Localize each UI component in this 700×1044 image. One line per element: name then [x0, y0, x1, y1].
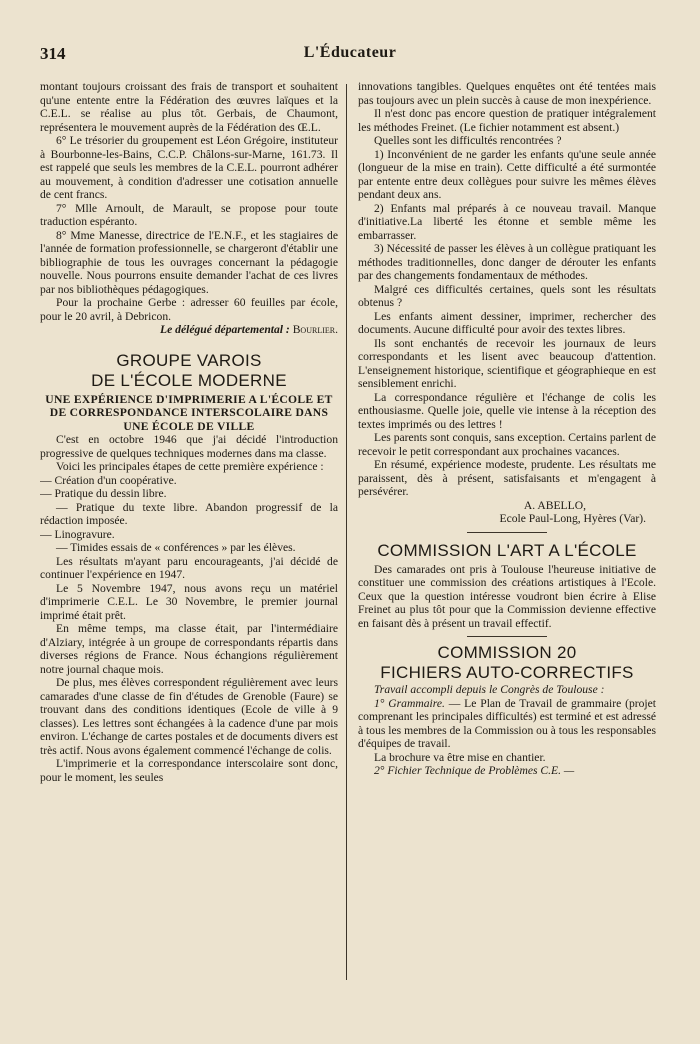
paragraph: C'est en octobre 1946 que j'ai décidé l'introduction progressive de quelques techniques modernes dans ma classe.: [40, 433, 338, 460]
section-title: COMMISSION L'ART A L'ÉCOLE: [377, 540, 637, 560]
item-label: 1° Grammaire.: [374, 696, 445, 710]
paragraph: Quelles sont les difficultés rencontrées ?: [374, 134, 562, 147]
right-column: [358, 80, 656, 980]
paragraph: Ils sont enchantés de recevoir les journaux de leurs correspondants et les lisent avec beaucoup d'attention. L'enseignement historique, scientifique et géographieque en est sensiblement enrichi.: [358, 336, 656, 390]
paragraph: innovations tangibles. Quelques enquêtes ont été tentées mais pas toujours avec un plein succès à cause de mon inexpérience.: [358, 80, 656, 107]
column-divider: [346, 84, 347, 980]
paragraph: 2° Fichier Technique de Problèmes C.E. —: [374, 764, 575, 777]
paragraph: montant toujours croissant des frais de transport et souhaitent qu'une entente entre la Fédération des œuvres laïques et la C.E.L. se réalise au plus tôt. Gerbais, de Chaumont, représentera le mouvement auprès de la Fédération des Œ.L.: [40, 80, 338, 134]
paragraph: 1) Inconvénient de ne garder les enfants qu'une seule année (longueur de la mise en train). Cette difficulté a été surmontée par entente entre deux collègues pour suivre les mêmes élèves pendant deux ans.: [358, 147, 656, 201]
paragraph: Il n'est donc pas encore question de pratiquer intégralement les méthodes Freinet. (Le fichier notamment est absent.): [358, 107, 656, 134]
signature-name: Bourlier.: [292, 323, 338, 336]
running-title: L'Éducateur: [303, 44, 397, 61]
paragraph: Les parents sont conquis, sans exception. Certains parlent de recevoir le petit correspondant aux prochaines vacances.: [358, 431, 656, 458]
page-number: 314: [40, 44, 66, 63]
list-item: — Pratique du texte libre. Abandon progressif de la rédaction imposée.: [40, 500, 338, 527]
list-item: — Linogravure.: [40, 527, 115, 541]
paragraph: 7° Mlle Arnoult, de Marault, se propose pour toute traduction espéranto.: [40, 201, 338, 228]
paragraph: 6° Le trésorier du groupement est Léon Grégoire, instituteur à Bourbonne-les-Bains, C.C.P. Châlons-sur-Marne, 161.73. Il est rappelé que seuls les membres de la C.E.L. pourront adhérer au mouvement, à condition d'adresser une cotisation annuelle de cent francs.: [40, 134, 338, 201]
paragraph: La correspondance régulière et l'échange de colis les enthousiasme. Quelle joie, quelle vie intense à la réception des textes imprimés ou des lettres !: [358, 390, 656, 431]
signature-label: Le délégué départemental :: [160, 323, 290, 336]
paragraph: Travail accompli depuis le Congrès de Toulouse :: [374, 683, 605, 696]
section-title: DE L'ÉCOLE MODERNE: [91, 370, 287, 390]
subheading: UNE EXPÉRIENCE D'IMPRIMERIE A L'ÉCOLE ET DE CORRESPONDANCE INTERSCOLAIRE DANS UNE ÉCOLE DE VILLE: [45, 392, 333, 433]
author-name: A. ABELLO,: [523, 498, 586, 512]
paragraph: [358, 697, 656, 751]
paragraph: La brochure va être mise en chantier.: [374, 750, 546, 764]
paragraph: Voici les principales étapes de cette première expérience :: [56, 460, 324, 473]
paragraph: Pour la prochaine Gerbe : adresser 60 feuilles par école, pour le 20 avril, à Debricon.: [40, 296, 338, 323]
list-item: — Création d'un coopérative.: [40, 473, 177, 487]
paragraph: De plus, mes élèves correspondent régulièrement avec leurs camarades d'une classe de fin d'études de Grenoble (Faure) se trouvant dans des conditions identiques (Ecole de ville à 9 classes). Les lettres sont échangées à la cadence d'une par mois environ. L'échange de cartes postales et de documents divers est très actif. Nous avons également commencé l'échange de colis.: [40, 676, 338, 757]
paragraph: Les résultats m'ayant paru encourageants, j'ai décidé de continuer l'expérience en 1947.: [40, 554, 338, 581]
paragraph: L'imprimerie et la correspondance interscolaire sont donc, pour le moment, les seules: [40, 757, 338, 784]
section-title: FICHIERS AUTO-CORRECTIFS: [380, 663, 634, 682]
paragraph: Le 5 Novembre 1947, nous avons reçu un matériel d'imprimerie C.E.L. Le 30 Novembre, le premier journal imprimé était prêt.: [40, 581, 338, 622]
list-item: — Pratique du dessin libre.: [40, 487, 167, 500]
item-text: — Le Plan de Travail de grammaire (projet comprenant les principales difficultés) est terminé et est adressé à tous les membres de la Commission ou à tous les responsables d'équipes de travail.: [358, 696, 656, 750]
paragraph: Des camarades ont pris à Toulouse l'heureuse initiative de constituer une commission des créations artistiques à l'Ecole. Ceux que la question intéresse voudront bien écrire à Elise Freinet au plus tôt pour que la Commission devienne effective en faisant dès à présent un travail effectif.: [358, 562, 656, 630]
signature: [40, 323, 338, 337]
section-title: GROUPE VAROIS: [116, 350, 262, 370]
paragraph: 2) Enfants mal préparés à ce nouveau travail. Manque d'initiative.La liberté les étonne et semble même les embarrasser.: [358, 201, 656, 242]
paragraph: Les enfants aiment dessiner, imprimer, rechercher des documents. Aucune difficulté pour avoir des textes libres.: [358, 309, 656, 336]
paragraph: 8° Mme Manesse, directrice de l'E.N.F., et les stagiaires de l'année de formation professionnelle, se chargeront d'établir une bibliographie de tous les ouvrages concernant la pédagogie nouvelle. Nous pourrons ensuite demander l'achat de ces livres par nos bibliothèques pédagogiques.: [40, 228, 338, 296]
paragraph: En résumé, expérience modeste, prudente. Les résultats me paraissent, dès à présent, satisfaisants et m'engagent à persévérer.: [358, 458, 656, 498]
section-title: COMMISSION 20: [437, 643, 577, 662]
author-school: Ecole Paul-Long, Hyères (Var).: [499, 512, 646, 525]
paragraph: Malgré ces difficultés certaines, quels sont les résultats obtenus ?: [358, 282, 656, 309]
left-column: [40, 80, 338, 980]
page-header: [40, 44, 660, 70]
paragraph: 3) Nécessité de passer les élèves à un collègue pratiquant les méthodes traditionnelles, donc danger de dérouter les enfants par des changements fondamentaux de méthodes.: [358, 242, 656, 282]
list-item: — Timides essais de « conférences » par les élèves.: [56, 541, 296, 554]
paragraph: En même temps, ma classe était, par l'intermédiaire d'Alziary, intégrée à un groupe de correspondants répartis dans diverses régions de France. Nous échangions régulièrement notre journal chaque mois.: [40, 622, 338, 676]
